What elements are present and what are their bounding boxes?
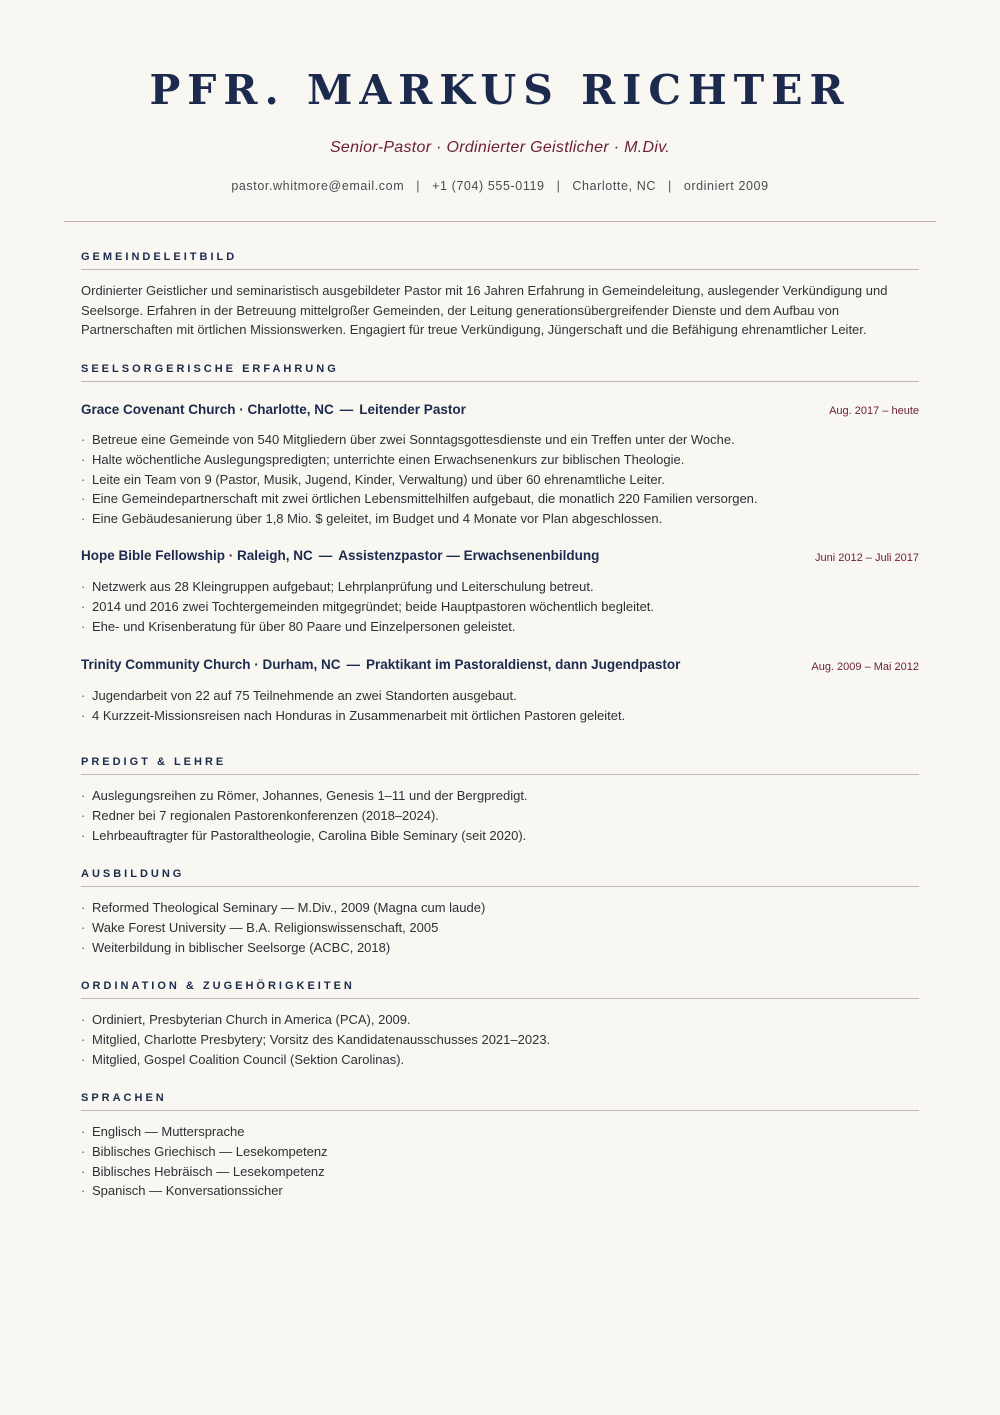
list-item: · Ordiniert, Presbyterian Church in America (PCA), 2009. [81, 1010, 921, 1030]
list-item: · 2014 und 2016 zwei Tochtergemeinden mitgegründet; beide Hauptpastoren wöchentlich begleitet. [81, 597, 921, 617]
list-item: · Betreue eine Gemeinde von 540 Mitgliedern über zwei Sonntagsgottesdienste und ein Treffen unter der Woche. [81, 430, 921, 450]
list-item: · Ehe- und Krisenberatung für über 80 Paare und Einzelpersonen geleistet. [81, 617, 921, 637]
list-item: · Englisch — Muttersprache [81, 1122, 921, 1142]
candidate-name: PFR. MARKUS RICHTER [149, 66, 851, 114]
list-item: · Wake Forest University — B.A. Religionswissenschaft, 2005 [81, 918, 921, 938]
summary-text: Ordinierter Geistlicher und seminaristisch ausgebildeter Pastor mit 16 Jahren Erfahrung in Gemeindeleitung, auslegender Verkündigung und Seelsorge. Erfahren in der Betreuung mittelgroßer Gemeinden, der Leitung generationsübergreifender Dienste und dem Aufbau von Partnerschaften mit örtlichen Missionswerken. Engagiert für treue Verkündigung, Jüngerschaft und die Befähigung ehrenamtlicher Leiter. [81, 283, 888, 337]
section-title-education: AUSBILDUNG [81, 868, 919, 887]
list-item: · Lehrbeauftragter für Pastoraltheologie, Carolina Bible Seminary (seit 2020). [81, 826, 921, 846]
job-role: Praktikant im Pastoraldienst, dann Jugendpastor [366, 657, 681, 672]
contact-separator: | [667, 179, 672, 193]
section-title-summary: GEMEINDELEITBILD [81, 251, 919, 270]
job-organization: Hope Bible Fellowship · Raleigh, NC [81, 548, 313, 563]
job-dash: — [339, 402, 354, 417]
job-dash: — [318, 548, 333, 563]
list-item: · Jugendarbeit von 22 auf 75 Teilnehmende an zwei Standorten ausgebaut. [81, 686, 921, 706]
job-heading [81, 657, 919, 672]
list-item: · Mitglied, Gospel Coalition Council (Sektion Carolinas). [81, 1050, 921, 1070]
list-item: · Eine Gebäudesanierung über 1,8 Mio. $ geleitet, im Budget und 4 Monate vor Plan abgeschlossen. [81, 509, 921, 529]
list-item: · Leite ein Team von 9 (Pastor, Musik, Jugend, Kinder, Verwaltung) und über 60 ehrenamtliche Leiter. [81, 470, 921, 490]
list-item: · Redner bei 7 regionalen Pastorenkonferenzen (2018–2024). [81, 806, 921, 826]
job-bullets [81, 577, 921, 636]
job-role: Assistenzpastor — Erwachsenenbildung [338, 548, 600, 563]
job-role: Leitender Pastor [359, 402, 466, 417]
contact-separator: | [416, 179, 421, 193]
header-divider [64, 221, 936, 222]
job-dash: — [346, 657, 361, 672]
list-item: · Halte wöchentliche Auslegungspredigten; unterrichte einen Erwachsenenkurs zur biblischen Theologie. [81, 450, 921, 470]
job-organization: Grace Covenant Church · Charlotte, NC [81, 402, 334, 417]
job-heading [81, 548, 919, 563]
list-item: · 4 Kurzzeit-Missionsreisen nach Honduras in Zusammenarbeit mit örtlichen Pastoren geleitet. [81, 706, 921, 726]
contact-email: pastor.whitmore@email.com [231, 179, 405, 193]
job-date: Aug. 2017 – heute [829, 405, 919, 417]
section-title-experience: SEELSORGERISCHE ERFAHRUNG [81, 363, 919, 382]
preaching-bullets [81, 786, 921, 845]
section-title-ordination: ORDINATION & ZUGEHÖRIGKEITEN [81, 980, 919, 999]
ordination-bullets [81, 1010, 921, 1069]
contact-ordination: ordiniert 2009 [683, 179, 769, 193]
list-item: · Biblisches Hebräisch — Lesekompetenz [81, 1162, 921, 1182]
list-item: · Weiterbildung in biblischer Seelsorge (ACBC, 2018) [81, 938, 921, 958]
list-item: · Netzwerk aus 28 Kleingruppen aufgebaut; Lehrplanprüfung und Leiterschulung betreut. [81, 577, 921, 597]
education-bullets [81, 898, 921, 957]
languages-bullets [81, 1122, 921, 1201]
list-item: · Reformed Theological Seminary — M.Div., 2009 (Magna cum laude) [81, 898, 921, 918]
list-item: · Spanisch — Konversationssicher [81, 1181, 921, 1201]
job-heading [81, 402, 919, 417]
contact-separator: | [556, 179, 561, 193]
job-organization: Trinity Community Church · Durham, NC [81, 657, 341, 672]
contact-phone: +1 (704) 555-0119 [432, 179, 545, 193]
section-title-languages: SPRACHEN [81, 1092, 919, 1111]
candidate-subtitle: Senior-Pastor · Ordinierter Geistlicher · M.Div. [329, 139, 671, 156]
contact-location: Charlotte, NC [572, 179, 656, 193]
list-item: · Biblisches Griechisch — Lesekompetenz [81, 1142, 921, 1162]
list-item: · Eine Gemeindepartnerschaft mit zwei örtlichen Lebensmittelhilfen aufgebaut, die monatlich 220 Familien versorgen. [81, 489, 921, 509]
list-item: · Auslegungsreihen zu Römer, Johannes, Genesis 1–11 und der Bergpredigt. [81, 786, 921, 806]
job-date: Juni 2012 – Juli 2017 [815, 552, 919, 564]
list-item: · Mitglied, Charlotte Presbytery; Vorsitz des Kandidatenausschusses 2021–2023. [81, 1030, 921, 1050]
job-bullets [81, 686, 921, 726]
job-bullets [81, 430, 921, 529]
contact-line [0, 179, 1000, 193]
job-date: Aug. 2009 – Mai 2012 [811, 661, 919, 673]
section-title-preaching: PREDIGT & LEHRE [81, 756, 919, 775]
